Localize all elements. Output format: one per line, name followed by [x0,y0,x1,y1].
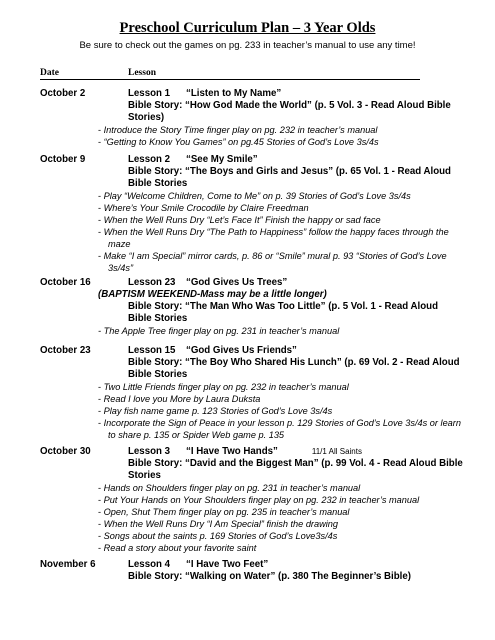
activity-list [98,381,466,441]
header-rule [40,79,420,80]
activity-list [98,482,466,554]
lesson-title: “Listen to My Name” [186,88,282,99]
activity-item: - Play “Welcome Children, Come to Me” on p. 39 Stories of God’s Love 3s/4s [98,190,466,202]
baptism-note: (BAPTISM WEEKEND-Mass may be a little longer) [98,289,327,300]
lesson-number: Lesson 1 [128,88,170,99]
activity-item: - Play fish name game p. 123 Stories of God’s Love 3s/4s [98,405,466,417]
lesson-heading [128,88,463,100]
entry-date: October 23 [40,345,91,356]
activity-item: - Open, Shut Them finger play on pg. 235 in teacher’s manual [98,506,466,518]
activity-item: - Read I love you More by Laura Duksta [98,393,466,405]
entry-date: October 9 [40,154,86,165]
lesson-number: Lesson 23 [128,277,176,288]
activity-item: - “Getting to Know You Games” on pg.45 Stories of God’s Love 3s/4s [98,136,466,148]
bible-story: Bible Story: “David and the Biggest Man” (p. 99 Vol. 4 - Read Aloud Bible Stories [128,458,463,481]
page-subtitle: Be sure to check out the games on pg. 233 in teacher’s manual to use any time! [79,40,416,51]
entry-date: November 6 [40,559,96,570]
lesson-title: “I Have Two Hands” [186,446,278,457]
bible-story: Bible Story: “The Boys and Girls and Jesus” (p. 65 Vol. 1 - Read Aloud Bible Stories [128,166,451,189]
lesson-title: “God Gives Us Trees” [186,277,288,288]
page-title: Preschool Curriculum Plan – 3 Year Olds [119,20,376,36]
all-saints-note: 11/1 All Saints [311,447,362,456]
bible-story: Bible Story: “The Man Who Was Too Little” (p. 5 Vol. 1 - Read Aloud Bible Stories [128,301,438,324]
lesson-number: Lesson 4 [128,559,170,570]
activity-list [98,190,466,274]
bible-story: Bible Story: “The Boy Who Shared His Lunch” (p. 69 Vol. 2 - Read Aloud Bible Stories [128,357,460,380]
lesson-heading [128,559,463,571]
lesson-heading [128,277,463,289]
lesson-title: “God Gives Us Friends” [186,345,297,356]
lesson-title: “I Have Two Feet” [186,559,269,570]
activity-item: - Two Little Friends finger play on pg. 232 in teacher’s manual [98,381,466,393]
lesson-heading [128,154,463,166]
lesson-number: Lesson 2 [128,154,170,165]
activity-item: - When the Well Runs Dry “Let’s Face It” Finish the happy or sad face [98,214,466,226]
lesson-number: Lesson 3 [128,446,170,457]
activity-item: - Make “I am Special” mirror cards, p. 86 or “Smile” mural p. 93 “Stories of God’s Love 3s/4s” [98,250,466,274]
activity-item: - Where’s Your Smile Crocodile by Claire Freedman [98,202,466,214]
activity-item: - The Apple Tree finger play on pg. 231 in teacher’s manual [98,326,340,336]
entry-date: October 16 [40,277,91,288]
bible-story: Bible Story: “Walking on Water” (p. 380 The Beginner’s Bible) [128,571,411,582]
lesson-number: Lesson 15 [128,345,176,356]
activity-item: - Incorporate the Sign of Peace in your lesson p. 129 Stories of God’s Love 3s/4s or learn to share p. 135 or Spider Web game p. 135 [98,417,466,441]
activity-item: - Put Your Hands on Your Shoulders finger play on pg. 232 in teacher’s manual [98,494,466,506]
date-column-header: Date [40,68,59,78]
activity-list [98,124,466,148]
bible-story: Bible Story: “How God Made the World” (p. 5 Vol. 3 - Read Aloud Bible Stories) [128,100,451,123]
activity-item: - Hands on Shoulders finger play on pg. 231 in teacher’s manual [98,482,466,494]
activity-item: - Read a story about your favorite saint [98,542,466,554]
activity-item: - When the Well Runs Dry “I Am Special” finish the drawing [98,518,466,530]
entry-date: October 30 [40,446,91,457]
lesson-heading [128,345,463,357]
lesson-title: “See My Smile” [186,154,258,165]
activity-item: - Songs about the saints p. 169 Stories of God’s Love3s/4s [98,530,466,542]
activity-item: - When the Well Runs Dry “The Path to Happiness” follow the happy faces through the maze [98,226,466,250]
entry-date: October 2 [40,88,86,99]
lesson-column-header: Lesson [128,68,156,78]
lesson-heading [128,446,463,458]
activity-item: - Introduce the Story Time finger play on pg. 232 in teacher’s manual [98,124,466,136]
